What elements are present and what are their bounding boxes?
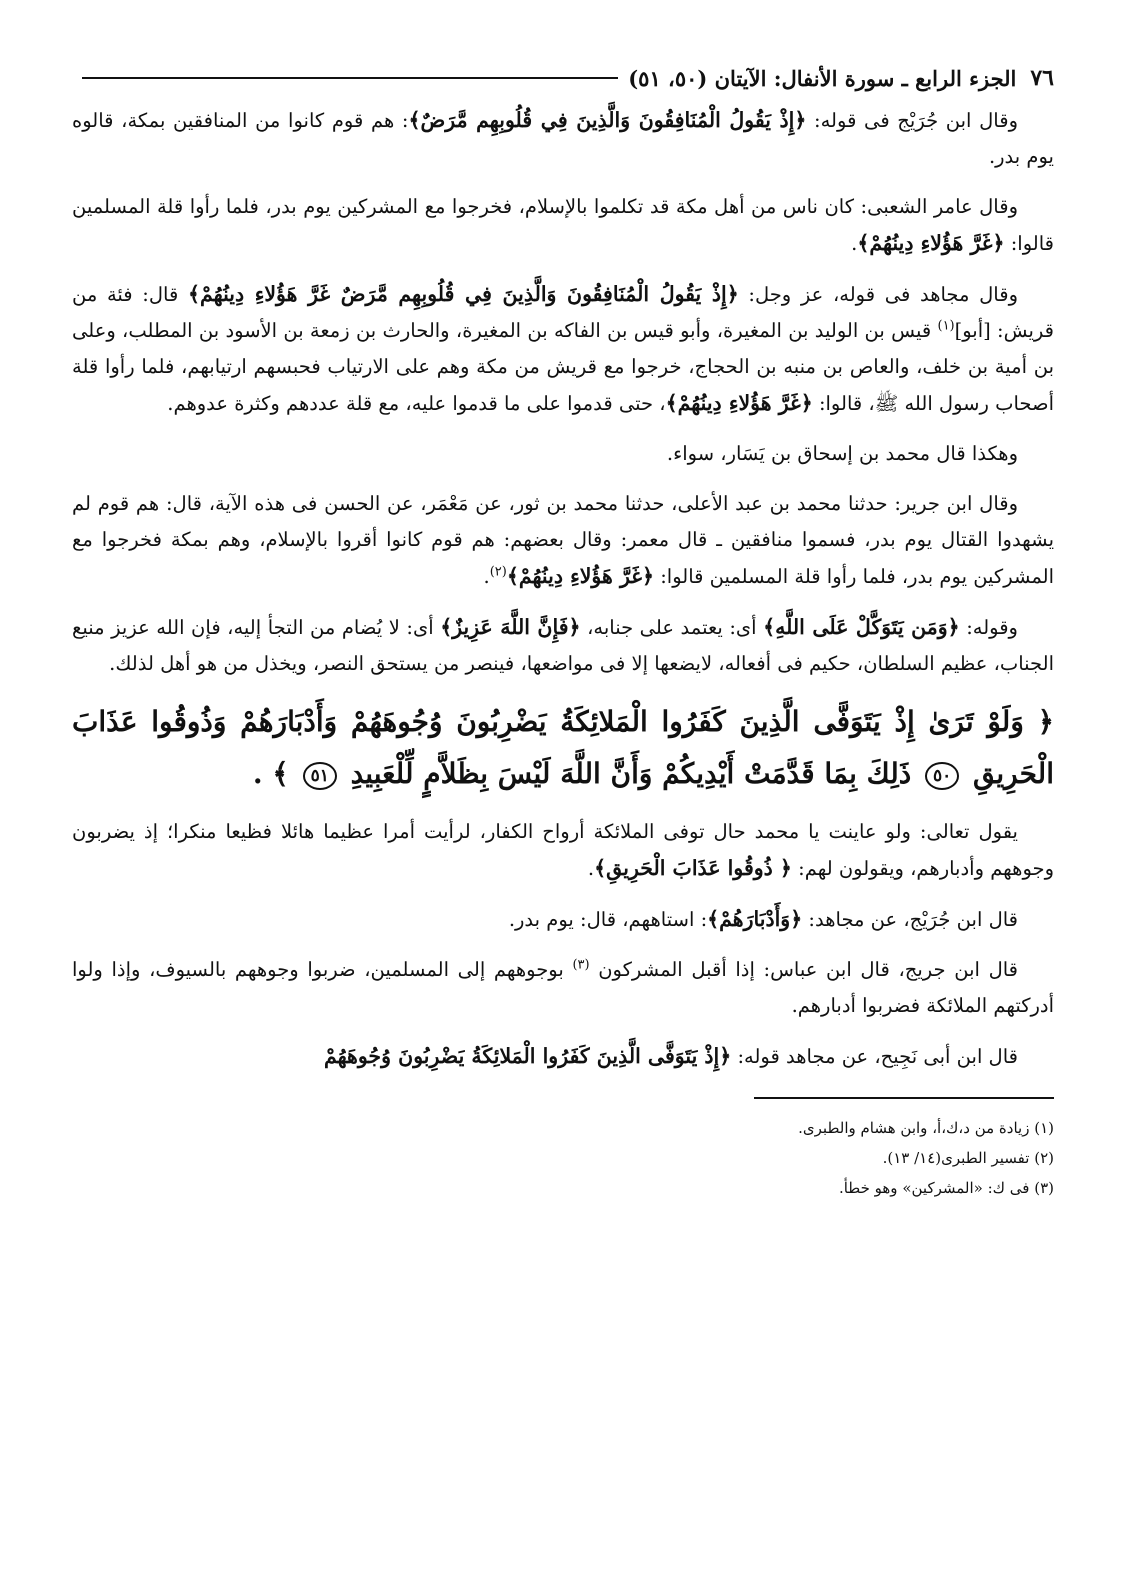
header-rule (82, 77, 618, 79)
quran-quote: ﴿وَأَدْبَارَهُمْ﴾ (707, 907, 803, 931)
page-number: ٧٦ (1030, 65, 1054, 91)
quran-quote: ﴿غَرَّ هَؤُلاءِ دِينُهُمْ﴾ (857, 231, 1005, 255)
paragraph-ibn-jurayj-mujahid: قال ابن جُرَيْج، عن مجاهد: ﴿وَأَدْبَارَهُمْ﴾: استاههم، قال: يوم بدر. (508, 907, 1018, 931)
quran-quote: ﴿إِذْ يَتَوَفَّى الَّذِينَ كَفَرُوا الْمَلائِكَةُ يَضْرِبُونَ وُجُوهَهُمْ (323, 1044, 732, 1068)
footnote-divider (754, 1097, 1054, 1099)
quran-quote: ﴿غَرَّ هَؤُلاءِ دِينُهُمْ﴾ (665, 391, 813, 415)
main-text (72, 102, 1054, 1075)
quran-quote: ﴿إِذْ يَقُولُ الْمُنَافِقُونَ وَالَّذِينَ فِي قُلُوبِهِم مَّرَضٌ غَرَّ هَؤُلاءِ دِينُهُمْ﴾ (187, 282, 739, 306)
footnote-2: (٢) تفسير الطبرى(١٤/ ١٣). (882, 1149, 1054, 1167)
paragraph-ibn-abi-najih: قال ابن أبى نَجِيح، عن مجاهد قوله: ﴿إِذْ يَتَوَفَّى الَّذِينَ كَفَرُوا الْمَلائِكَةُ يَضْرِبُونَ وُجُوهَهُمْ (323, 1044, 1018, 1068)
paragraph-mujahid: وقال مجاهد فى قوله، عز وجل: ﴿إِذْ يَقُولُ الْمُنَافِقُونَ وَالَّذِينَ فِي قُلُوبِهِم مَّرَضٌ غَرَّ هَؤُلاءِ دِينُهُمْ﴾ قال: فئة من قريش: [أبو]$^{(١)}$ قيس بن الوليد بن المغيرة، وأبو قيس بن الفاكه بن المغيرة، والحارث بن زمعة بن الأسود بن المطلب، وعلى بن أمية بن خلف، والعاص بن منبه بن الحجاج، خرجوا مع قريش من مكة وهم على الارتياب فحبسهم ارتيابهم، فلما رأوا قلة أصحاب رسول الله ﷺ، قالوا: ﴿غَرَّ هَؤُلاءِ دِينُهُمْ﴾، حتى قدموا على ما قدموا عليه، مع قلة عددهم وكثرة عدوهم. (72, 282, 1054, 415)
quran-quote: ﴿ ذُوقُوا عَذَابَ الْحَرِيقِ﴾ (594, 856, 792, 880)
verse-number-marker: ٥٠ (925, 762, 959, 790)
footnote-ref: (٣) (572, 957, 590, 973)
quran-verse-block: ﴿ وَلَوْ تَرَىٰ إِذْ يَتَوَفَّى الَّذِينَ كَفَرُوا الْمَلائِكَةُ يَضْرِبُونَ وُجُوهَهُمْ وَأَدْبَارَهُمْ وَذُوقُوا عَذَابَ الْحَرِيقِ ٥٠ ذَلِكَ بِمَا قَدَّمَتْ أَيْدِيكُمْ وَأَنَّ اللَّهَ لَيْسَ بِظَلاَّمٍ لِّلْعَبِيدِ ٥١ ﴾ . (72, 705, 1054, 790)
quran-quote: ﴿فَإِنَّ اللَّهَ عَزِيزٌ﴾ (440, 615, 581, 639)
paragraph-shabi: وقال عامر الشعبى: كان ناس من أهل مكة قد تكلموا بالإسلام، فخرجوا مع المشركين يوم بدر، فلما رأوا قلة المسلمين قالوا: ﴿غَرَّ هَؤُلاءِ دِينُهُمْ﴾. (72, 195, 1054, 255)
paragraph-tawakkul: وقوله: ﴿وَمَن يَتَوَكَّلْ عَلَى اللَّهِ﴾ أى: يعتمد على جنابه، ﴿فَإِنَّ اللَّهَ عَزِيزٌ﴾ أى: لا يُضام من التجأ إليه، فإن الله عزيز منيع الجناب، عظيم السلطان، حكيم فى أفعاله، لايضعها إلا فى مواضعها، فينصر من يستحق النصر، ويخذل من هو أهل لذلك. (72, 615, 1054, 675)
paragraph-ibn-ishaq: وهكذا قال محمد بن إسحاق بن يَسَار، سواء. (666, 442, 1018, 465)
footnote-1: (١) زيادة من د،ك،أ، وابن هشام والطبرى. (798, 1119, 1054, 1137)
footnote-ref: (١) (937, 318, 955, 334)
footnotes (72, 1113, 1054, 1203)
paragraph-ibn-jarir: وقال ابن جرير: حدثنا محمد بن عبد الأعلى، حدثنا محمد بن ثور، عن مَعْمَر، عن الحسن فى هذه الآية، قال: هم قوم لم يشهدوا القتال يوم بدر، فسموا منافقين ـ قال معمر: وقال بعضهم: هم قوم كانوا أقروا بالإسلام، وهم بمكة فخرجوا مع المشركين يوم بدر، فلما رأوا قلة المسلمين قالوا: ﴿غَرَّ هَؤُلاءِ دِينُهُمْ﴾$^{(٢)}$. (72, 492, 1054, 588)
quran-quote: ﴿غَرَّ هَؤُلاءِ دِينُهُمْ﴾ (506, 564, 655, 588)
paragraph-ibn-abbas: قال ابن جريج، قال ابن عباس: إذا أقبل المشركون $^{(٣)}$ بوجوههم إلى المسلمين، ضربوا وجوههم بالسيوف، وإذا ولوا أدركتهم الملائكة فضربوا أدبارهم. (72, 957, 1054, 1017)
verse-number-marker: ٥١ (303, 762, 337, 790)
paragraph-tafsir: يقول تعالى: ولو عاينت يا محمد حال توفى الملائكة أرواح الكفار، لرأيت أمرا عظيما هائلا فظيعا منكرا؛ إذ يضربون وجوههم وأدبارهم، ويقولون لهم: ﴿ ذُوقُوا عَذَابَ الْحَرِيقِ﴾. (72, 820, 1054, 880)
quran-quote: ﴿إِذْ يَقُولُ الْمُنَافِقُونَ وَالَّذِينَ فِي قُلُوبِهِم مَّرَضٌ﴾ (408, 108, 807, 132)
paragraph-ibn-jurayj: وقال ابن جُرَيْج فى قوله: ﴿إِذْ يَقُولُ الْمُنَافِقُونَ وَالَّذِينَ فِي قُلُوبِهِم مَّرَضٌ﴾: هم قوم كانوا من المنافقين بمكة، قالوه يوم بدر. (72, 108, 1054, 168)
footnote-3: (٣) فى ك: «المشركين» وهو خطأ. (838, 1179, 1054, 1197)
footnote-ref: (٢) (489, 564, 507, 580)
quran-quote: ﴿وَمَن يَتَوَكَّلْ عَلَى اللَّهِ﴾ (763, 615, 960, 639)
page-header (72, 60, 1054, 96)
running-title: الجزء الرابع ـ سورة الأنفال: الآيتان (٥٠، ٥١) (628, 65, 1017, 91)
